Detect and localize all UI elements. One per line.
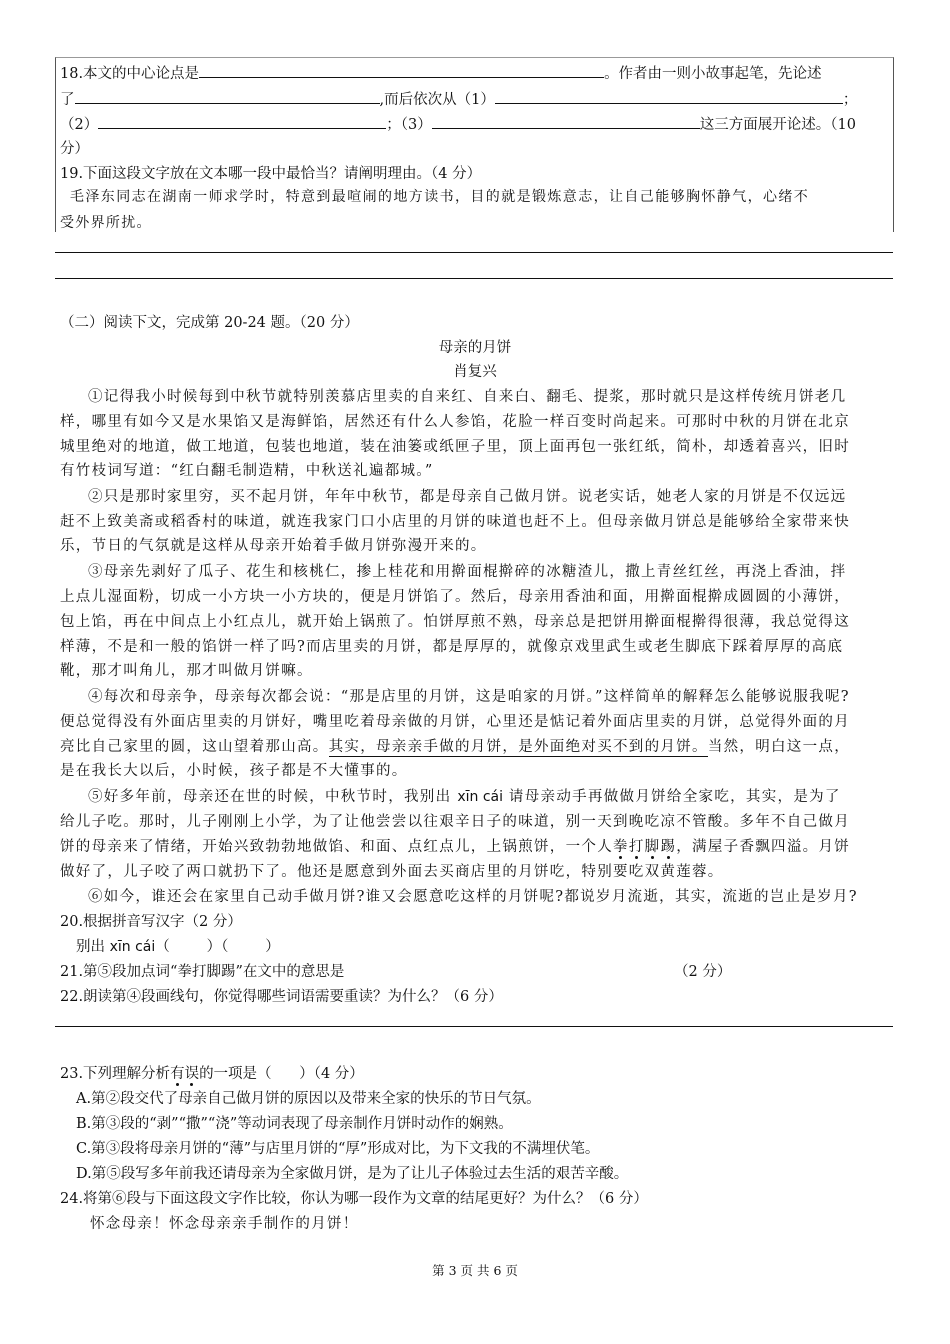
q23-option-d[interactable]: D.第⑤段写多年前我还请母亲为全家做月饼，是为了让儿子体验过去生活的艰苦辛酸。 (76, 1166, 629, 1182)
article-line: 有竹枝词写道：“红白翻毛制造精，中秋送礼遍都城。” (60, 463, 434, 479)
article-line (60, 735, 850, 756)
article-text: ，满屋子香飘四溢。月饼 (676, 839, 851, 855)
q21-score: （2 分） (674, 964, 732, 980)
article-line: ⑥如今，谁还会在家里自己动手做月饼?谁又会愿意吃这样的月饼呢?都说岁月流逝，其实，流逝的岂止是岁月? (88, 889, 858, 905)
q19-quote-line1: 毛泽东同志在湖南一师求学时，特意到最喧闹的地方读书，目的就是锻炼意志，让自己能够胸怀静气，心绪不 (70, 189, 810, 205)
article-line: 乐，节日的气氛就是这样从母亲开始着手做月饼弥漫开来的。 (60, 538, 487, 554)
article-author: 肖复兴 (453, 364, 497, 380)
dotted-word-char: 踢 (660, 839, 677, 855)
article-line: 包上馅，再在中间点上小红点儿，就开始上锅煎了。怕饼厚煎不熟，母亲总是把饼用擀面棍擀得很薄，我总觉得这 (60, 614, 850, 630)
q23-option-a[interactable]: A.第②段交代了母亲自己做月饼的原因以及带来全家的快乐的节日气氛。 (76, 1091, 541, 1107)
article-line: 靴，那才叫角儿，那才叫做月饼嘛。 (60, 663, 313, 679)
q18-blank-thesis[interactable] (199, 62, 604, 78)
q18-line4: 分） (60, 141, 89, 157)
q23-question (60, 1062, 364, 1083)
article-line: ④每次和母亲争，母亲每次都会说：“那是店里的月饼，这是咱家的月饼。”这样简单的解释怎么能够说服我呢? (88, 689, 850, 705)
article-line: 便总觉得没有外面店里卖的月饼好，嘴里吃着母亲做的月饼，心里还是惦记着外面店里卖的月饼，总觉得外面的月 (60, 714, 850, 730)
dotted-word-char: 脚 (644, 839, 661, 855)
section-heading: （二）阅读下文，完成第 20-24 题。（20 分） (60, 315, 359, 331)
answer-line[interactable] (55, 1026, 893, 1027)
q22-question: 22.朗读第④段画线句，你觉得哪些词语需要重读？为什么？（6 分） (60, 989, 503, 1005)
article-line: 样，哪里有如今又是水果馅又是海鲜馅，居然还有什么人参馅，花脸一样百变时尚起来。可那时中秋的月饼在北京 (60, 414, 850, 430)
page-footer: 第 3 页 共 6 页 (432, 1263, 518, 1278)
q18-line1 (60, 62, 822, 83)
article-line: 赶不上致美斋或稻香村的味道，就连我家门口小店里的月饼的味道也赶不上。但母亲做月饼总是能够给全家带来快 (60, 514, 850, 530)
pinyin-text: xīn cái (457, 789, 503, 805)
q18-text: ,而后依次从（1） (379, 92, 495, 108)
article-text: ⑤好多年前，母亲还在世的时候，中秋节时，我别出 (88, 789, 452, 805)
q23-option-b[interactable]: B.第③段的“剥”“撒”“浇”等动词表现了母亲制作月饼时动作的娴熟。 (76, 1116, 513, 1132)
article-text: 请母亲动手再做做月饼给全家吃，其实，是为了 (508, 789, 841, 805)
q18-text: 这三方面展开论述。（10 (699, 117, 856, 133)
article-line: 做好了，儿子咬了两口就扔下了。他还是愿意到外面去买商店里的月饼吃，特别要吃双黄莲蓉。 (60, 864, 724, 880)
q19-quote-line2: 受外界所扰。 (60, 215, 152, 231)
q23-text: 23.下列理解分析 (60, 1066, 171, 1082)
q20-question: 20.根据拼音写汉字（2 分） (60, 914, 242, 930)
dotted-word-char: 打 (628, 839, 645, 855)
q21-question: 21.第⑤段加点词“拳打脚踢”在文中的意思是 (60, 964, 345, 980)
dotted-word-char: 拳 (613, 839, 629, 855)
q24-question: 24.将第⑥段与下面这段文字作比较，你认为哪一段作为文章的结尾更好？为什么？（6 分） (60, 1191, 648, 1207)
answer-line[interactable] (55, 252, 893, 253)
article-line: 上点儿湿面粉，切成一小方块一小方块的，便是月饼馅了。然后，母亲用香油和面，用擀面棍擀成圆圆的小薄饼， (60, 589, 850, 605)
q23-option-c[interactable]: C.第③段将母亲月饼的“薄”与店里月饼的“厚”形成对比，为下文我的不满埋伏笔。 (76, 1141, 600, 1157)
article-line: 给儿子吃。那时，儿子刚刚上小学，为了让他尝尝以往艰辛日子的味道，别一天到晚吃凉不管酸。多年不自己做月 (60, 814, 850, 830)
article-line: 是在我长大以后，小时候，孩子都是不大懂事的。 (60, 763, 408, 779)
q18-text: ；（3） (386, 117, 432, 133)
answer-line[interactable] (55, 278, 893, 279)
q18-blank-aspect1[interactable] (495, 88, 843, 104)
q20-answer-blanks[interactable]: （ ）（ ） (155, 939, 280, 955)
q18-text: 。作者由一则小故事起笔，先论述 (604, 66, 822, 82)
article-text: 饼的母亲来了情绪，开始兴致勃勃地做馅、和面、点红点儿，上锅煎饼，一个人 (60, 839, 613, 855)
dotted-char: 有 (170, 1066, 185, 1082)
q18-line2 (60, 88, 857, 109)
article-line: 样薄，不是和一般的馅饼一样了吗?而店里卖的月饼，都是厚厚的，就像京戏里武生或老生脚底下踩着厚厚的高底 (60, 639, 844, 655)
q18-blank-story[interactable] (75, 88, 380, 104)
q18-blank-aspect2[interactable] (98, 113, 386, 129)
q23-text: 的一项是（ ）（4 分） (199, 1066, 364, 1082)
q18-text: ； (842, 92, 858, 108)
q20-answer-line (76, 935, 280, 956)
article-line (88, 785, 841, 806)
underlined-sentence: 其实，母亲亲手做的月饼，是外面绝对买不到的月饼。 (328, 739, 708, 755)
q24-quote: 怀念母亲！怀念母亲亲手制作的月饼！ (90, 1216, 359, 1232)
article-line (60, 835, 850, 856)
q18-blank-aspect3[interactable] (432, 113, 700, 129)
q18-text: （2） (60, 117, 99, 133)
q18-line3 (60, 113, 856, 134)
dotted-char: 误 (184, 1066, 200, 1082)
q18-text: 18.本文的中心论点是 (60, 66, 200, 82)
q20-pinyin: xīn cái (109, 939, 156, 955)
article-line: ③母亲先剥好了瓜子、花生和核桃仁，掺上桂花和用擀面棍擀碎的冰糖渣儿，撒上青丝红丝，再浇上香油，拌 (88, 564, 847, 580)
article-text: 当然，明白这一点， (707, 739, 851, 755)
article-line: ①记得我小时候每到中秋节就特别羡慕店里卖的自来红、自来白、翻毛、提浆，那时就只是这样传统月饼老几 (88, 389, 847, 405)
q20-prefix: 别出 (76, 939, 105, 955)
q19-question: 19.下面这段文字放在文本哪一段中最恰当？请阐明理由。（4 分） (60, 166, 482, 182)
q18-text: 了 (60, 92, 75, 108)
article-line: ②只是那时家里穷，买不起月饼，年年中秋节，都是母亲自己做月饼。说老实话，她老人家的月饼是不仅远远 (88, 489, 847, 505)
article-line: 城里绝对的地道，做工地道，包装也地道，装在油篓或纸匣子里，顶上面再包一张红纸，简朴，却透着喜兴，旧时 (60, 439, 850, 455)
article-text: 亮比自己家里的圆，这山望着那山高。 (60, 739, 329, 755)
article-title: 母亲的月饼 (438, 340, 512, 356)
